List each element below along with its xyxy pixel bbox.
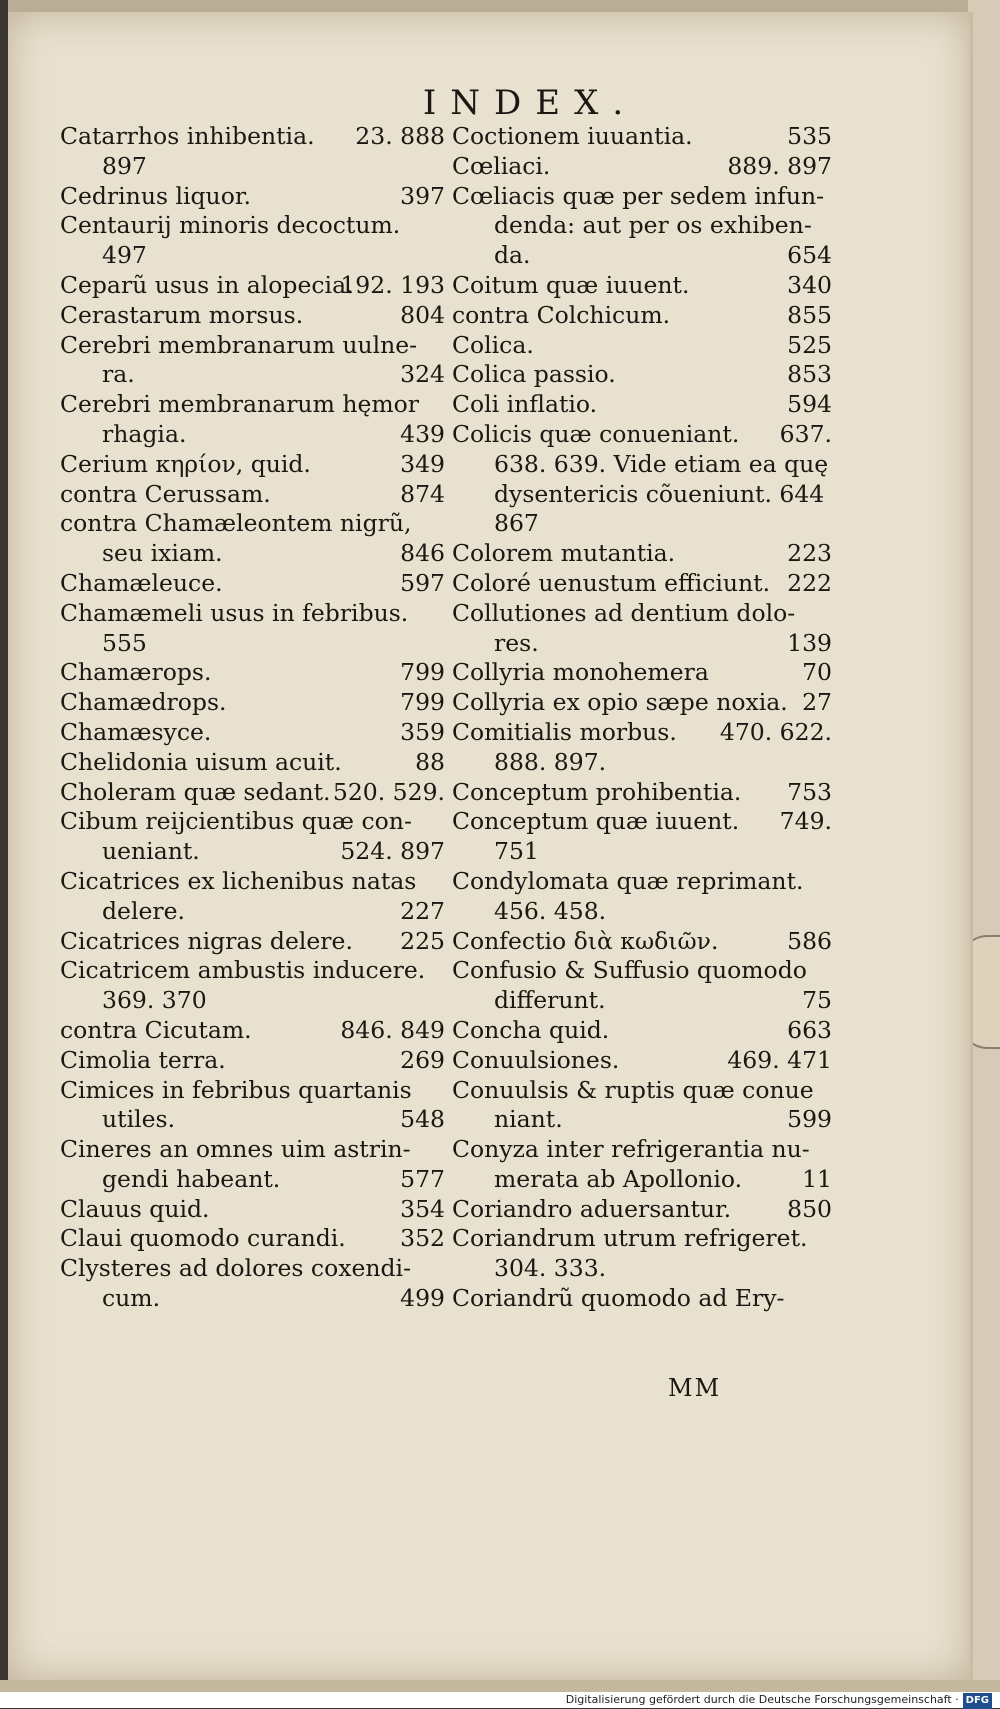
entry-text: Centaurij minoris decoctum. <box>60 211 401 240</box>
entry-text: contra Cicutam. <box>60 1015 252 1044</box>
entry-text: 897 <box>102 151 147 180</box>
entry-text: Confectio διὰ κωδιῶν. <box>452 926 719 955</box>
entry-page-ref: 749. <box>779 807 832 836</box>
entry-page-ref: 352 <box>400 1224 445 1253</box>
index-entry <box>452 1224 832 1254</box>
entry-text: merata ab Apollonio. <box>494 1164 743 1193</box>
entry-page-ref: 799 <box>400 688 445 717</box>
index-entry <box>452 778 832 808</box>
entry-page-ref: 855 <box>787 300 832 329</box>
entry-page-ref: 223 <box>787 539 832 568</box>
entry-text: Cerebri membranarum uulne- <box>60 330 418 359</box>
index-entry <box>60 301 445 331</box>
entry-text: Cedrinus liquor. <box>60 181 251 210</box>
index-entry <box>60 1046 445 1076</box>
entry-text: 304. 333. <box>494 1254 607 1283</box>
entry-page-ref: 225 <box>400 926 445 955</box>
entry-page-ref: 889. 897 <box>727 151 832 180</box>
index-entry <box>452 271 832 301</box>
entry-text: Ceparũ usus in alopecia. <box>60 270 354 299</box>
entry-text: Conuulsiones. <box>452 1045 620 1074</box>
index-entry <box>452 122 832 152</box>
index-entry <box>452 1165 832 1195</box>
entry-text: 555 <box>102 628 147 657</box>
entry-text: Cibum reijcientibus quæ con- <box>60 807 412 836</box>
index-entry <box>60 748 445 778</box>
index-entry <box>60 1076 445 1106</box>
entry-page-ref: 470. 622. <box>719 717 832 746</box>
index-entry <box>60 331 445 361</box>
entry-text: rhagia. <box>102 419 187 448</box>
entry-text: Conuulsis & ruptis quæ conue <box>452 1075 814 1104</box>
entry-text: contra Cerussam. <box>60 479 271 508</box>
page-header: INDEX. <box>422 83 638 123</box>
index-entry <box>60 450 445 480</box>
index-entry <box>452 152 832 182</box>
entry-page-ref: 23. 888 <box>355 122 445 150</box>
entry-page-ref: 597 <box>400 568 445 597</box>
index-entry <box>452 1105 832 1135</box>
index-entry <box>60 927 445 957</box>
index-entry <box>60 509 445 539</box>
entry-text: ra. <box>102 360 135 389</box>
entry-text: Cerastarum morsus. <box>60 300 304 329</box>
entry-text: Conyza inter refrigerantia nu- <box>452 1135 810 1164</box>
entry-text: Coriandrum utrum refrigeret. <box>452 1224 808 1253</box>
entry-text: Conceptum quæ iuuent. <box>452 807 740 836</box>
entry-text: ueniant. <box>102 837 200 866</box>
index-entry <box>452 569 832 599</box>
entry-page-ref: 469. 471 <box>727 1045 832 1074</box>
entry-page-ref: 548 <box>400 1105 445 1134</box>
index-entry <box>60 241 445 271</box>
entry-text: Catarrhos inhibentia. <box>60 122 315 150</box>
index-entry <box>452 1046 832 1076</box>
index-entry <box>60 480 445 510</box>
index-entry <box>452 599 832 629</box>
index-entry <box>60 1135 445 1165</box>
entry-text: 456. 458. <box>494 896 607 925</box>
index-entry <box>452 420 832 450</box>
entry-text: 497 <box>102 241 147 270</box>
entry-text: Coitum quæ iuuent. <box>452 270 690 299</box>
index-entry <box>60 539 445 569</box>
entry-text: 867 <box>494 509 539 538</box>
entry-text: 638. 639. Vide etiam ea quę <box>494 449 829 478</box>
index-entry <box>452 1254 832 1284</box>
entry-text: Chamæmeli usus in febribus. <box>60 598 409 627</box>
entry-page-ref: 846. 849 <box>340 1015 445 1044</box>
entry-text: cum. <box>102 1284 161 1313</box>
entry-text: Claui quomodo curandi. <box>60 1224 346 1253</box>
entry-text: Collutiones ad dentium dolo- <box>452 598 796 627</box>
entry-text: Conceptum prohibentia. <box>452 777 742 806</box>
entry-text: Choleram quæ sedant. <box>60 777 331 806</box>
index-entry <box>60 390 445 420</box>
entry-text: gendi habeant. <box>102 1164 281 1193</box>
index-entry <box>452 658 832 688</box>
entry-page-ref: 222 <box>787 568 832 597</box>
entry-text: Colicis quæ conueniant. <box>452 419 740 448</box>
index-entry <box>452 1016 832 1046</box>
entry-text: Coli inflatio. <box>452 390 598 419</box>
entry-page-ref: 874 <box>400 479 445 508</box>
index-entry <box>452 688 832 718</box>
index-entry <box>452 807 832 837</box>
entry-text: contra Chamæleontem nigrũ, <box>60 509 412 538</box>
index-entry <box>452 182 832 212</box>
entry-page-ref: 637. <box>779 419 832 448</box>
entry-text: Coloré uenustum efficiunt. <box>452 568 771 597</box>
entry-text: Condylomata quæ reprimant. <box>452 866 804 895</box>
entry-page-ref: 753 <box>787 777 832 806</box>
entry-page-ref: 663 <box>787 1015 832 1044</box>
entry-page-ref: 27 <box>802 688 832 717</box>
index-entry <box>452 837 832 867</box>
dfg-logo: DFG <box>963 1693 992 1709</box>
entry-page-ref: 340 <box>787 270 832 299</box>
index-entry <box>60 658 445 688</box>
index-entry <box>60 778 445 808</box>
entry-text: Cœliacis quæ per sedem infun- <box>452 181 825 210</box>
index-entry <box>60 1284 445 1314</box>
index-entry <box>60 1224 445 1254</box>
entry-text: Chelidonia uisum acuit. <box>60 747 342 776</box>
entry-text: differunt. <box>494 986 606 1015</box>
index-entry <box>60 420 445 450</box>
index-entry <box>452 629 832 659</box>
index-entry <box>452 1135 832 1165</box>
entry-page-ref: 397 <box>400 181 445 210</box>
entry-text: Cerium κηρίον, quid. <box>60 449 311 478</box>
index-entry <box>60 1165 445 1195</box>
entry-page-ref: 349 <box>400 449 445 478</box>
entry-text: Chamæsyce. <box>60 717 212 746</box>
entry-text: 888. 897. <box>494 747 607 776</box>
index-entry <box>60 837 445 867</box>
index-entry <box>60 1195 445 1225</box>
index-entry <box>60 569 445 599</box>
index-entry <box>60 867 445 897</box>
index-entry <box>60 599 445 629</box>
entry-text: Confusio & Suffusio quomodo <box>452 956 807 985</box>
entry-page-ref: 139 <box>787 628 832 657</box>
index-entry <box>452 480 832 510</box>
entry-page-ref: 846 <box>400 539 445 568</box>
entry-page-ref: 439 <box>400 419 445 448</box>
entry-text: Cineres an omnes uim astrin- <box>60 1135 411 1164</box>
index-entry <box>60 1105 445 1135</box>
entry-page-ref: 359 <box>400 717 445 746</box>
entry-text: contra Colchicum. <box>452 300 671 329</box>
index-column-left <box>60 122 445 1314</box>
index-entry <box>60 271 445 301</box>
index-entry <box>60 688 445 718</box>
entry-text: Cicatricem ambustis inducere. <box>60 956 426 985</box>
entry-text: Colorem mutantia. <box>452 539 676 568</box>
index-entry <box>60 360 445 390</box>
index-entry <box>452 927 832 957</box>
entry-text: Cicatrices ex lichenibus natas <box>60 866 417 895</box>
entry-text: seu ixiam. <box>102 539 223 568</box>
index-entry <box>60 182 445 212</box>
entry-text: denda: aut per os exhiben- <box>494 211 812 240</box>
entry-page-ref: 88 <box>415 747 445 776</box>
index-entry <box>452 956 832 986</box>
footer-text: Digitalisierung gefördert durch die Deutsche Forschungsgemeinschaft · <box>565 1693 959 1706</box>
entry-text: Coriandrũ quomodo ad Ery- <box>452 1284 785 1313</box>
signature-mark: MM <box>668 1374 722 1402</box>
index-entry <box>60 629 445 659</box>
index-entry <box>452 301 832 331</box>
entry-text: Chamædrops. <box>60 688 227 717</box>
entry-page-ref: 324 <box>400 360 445 389</box>
entry-page-ref: 577 <box>400 1164 445 1193</box>
footer-credit <box>0 1692 1000 1708</box>
entry-page-ref: 525 <box>787 330 832 359</box>
entry-text: Cœliaci. <box>452 151 551 180</box>
index-entry <box>60 718 445 748</box>
entry-page-ref: 535 <box>787 122 832 150</box>
index-entry <box>452 718 832 748</box>
index-entry <box>452 1284 832 1314</box>
entry-text: Colica. <box>452 330 534 359</box>
entry-page-ref: 654 <box>787 241 832 270</box>
index-entry <box>452 390 832 420</box>
entry-text: Collyria monohemera <box>452 658 709 687</box>
index-entry <box>60 986 445 1016</box>
index-column-right <box>452 122 832 1314</box>
index-entry <box>60 956 445 986</box>
entry-text: Clysteres ad dolores coxendi- <box>60 1254 412 1283</box>
entry-text: Colica passio. <box>452 360 616 389</box>
index-entry <box>60 1016 445 1046</box>
entry-page-ref: 524. 897 <box>340 837 445 866</box>
index-entry <box>452 241 832 271</box>
entry-page-ref: 804 <box>400 300 445 329</box>
entry-text: utiles. <box>102 1105 176 1134</box>
entry-page-ref: 850 <box>787 1194 832 1223</box>
entry-page-ref: 354 <box>400 1194 445 1223</box>
entry-text: Clauus quid. <box>60 1194 210 1223</box>
index-entry <box>452 748 832 778</box>
entry-page-ref: 594 <box>787 390 832 419</box>
entry-text: Concha quid. <box>452 1015 610 1044</box>
entry-text: res. <box>494 628 539 657</box>
entry-page-ref: 599 <box>787 1105 832 1134</box>
index-entry <box>452 450 832 480</box>
entry-page-ref: 586 <box>787 926 832 955</box>
index-entry <box>452 211 832 241</box>
entry-text: Collyria ex opio sæpe noxia. <box>452 688 788 717</box>
entry-page-ref: 269 <box>400 1045 445 1074</box>
entry-text: 751 <box>494 837 539 866</box>
entry-page-ref: 520. 529. <box>332 777 445 806</box>
entry-text: Cimolia terra. <box>60 1045 226 1074</box>
entry-text: dysentericis cõueniunt. 644 <box>494 479 825 508</box>
index-entry <box>60 807 445 837</box>
entry-text: Cimices in febribus quartanis <box>60 1075 412 1104</box>
entry-text: Cicatrices nigras delere. <box>60 926 353 955</box>
entry-text: da. <box>494 241 531 270</box>
entry-page-ref: 75 <box>802 986 832 1015</box>
index-entry <box>60 897 445 927</box>
entry-text: Coriandro aduersantur. <box>452 1194 732 1223</box>
index-entry <box>452 539 832 569</box>
index-entry <box>452 1076 832 1106</box>
entry-text: Cerebri membranarum hęmor <box>60 390 420 419</box>
index-entry <box>60 211 445 241</box>
entry-text: Chamærops. <box>60 658 212 687</box>
entry-page-ref: 853 <box>787 360 832 389</box>
entry-text: niant. <box>494 1105 563 1134</box>
index-entry <box>60 122 445 152</box>
entry-page-ref: 799 <box>400 658 445 687</box>
index-entry <box>60 1254 445 1284</box>
entry-page-ref: 227 <box>400 896 445 925</box>
entry-page-ref: 499 <box>400 1284 445 1313</box>
entry-text: 369. 370 <box>102 986 207 1015</box>
index-entry <box>452 331 832 361</box>
entry-page-ref: 70 <box>802 658 832 687</box>
entry-page-ref: 192. 193 <box>340 270 445 299</box>
entry-text: Comitialis morbus. <box>452 717 677 746</box>
index-entry <box>452 360 832 390</box>
index-entry <box>452 867 832 897</box>
entry-text: Chamæleuce. <box>60 568 223 597</box>
index-entry <box>452 986 832 1016</box>
entry-text: delere. <box>102 896 185 925</box>
index-entry <box>60 152 445 182</box>
entry-text: Coctionem iuuantia. <box>452 122 693 150</box>
index-entry <box>452 509 832 539</box>
page-edge-bottom <box>0 1680 1000 1692</box>
index-entry <box>452 1195 832 1225</box>
index-entry <box>452 897 832 927</box>
entry-page-ref: 11 <box>802 1164 832 1193</box>
